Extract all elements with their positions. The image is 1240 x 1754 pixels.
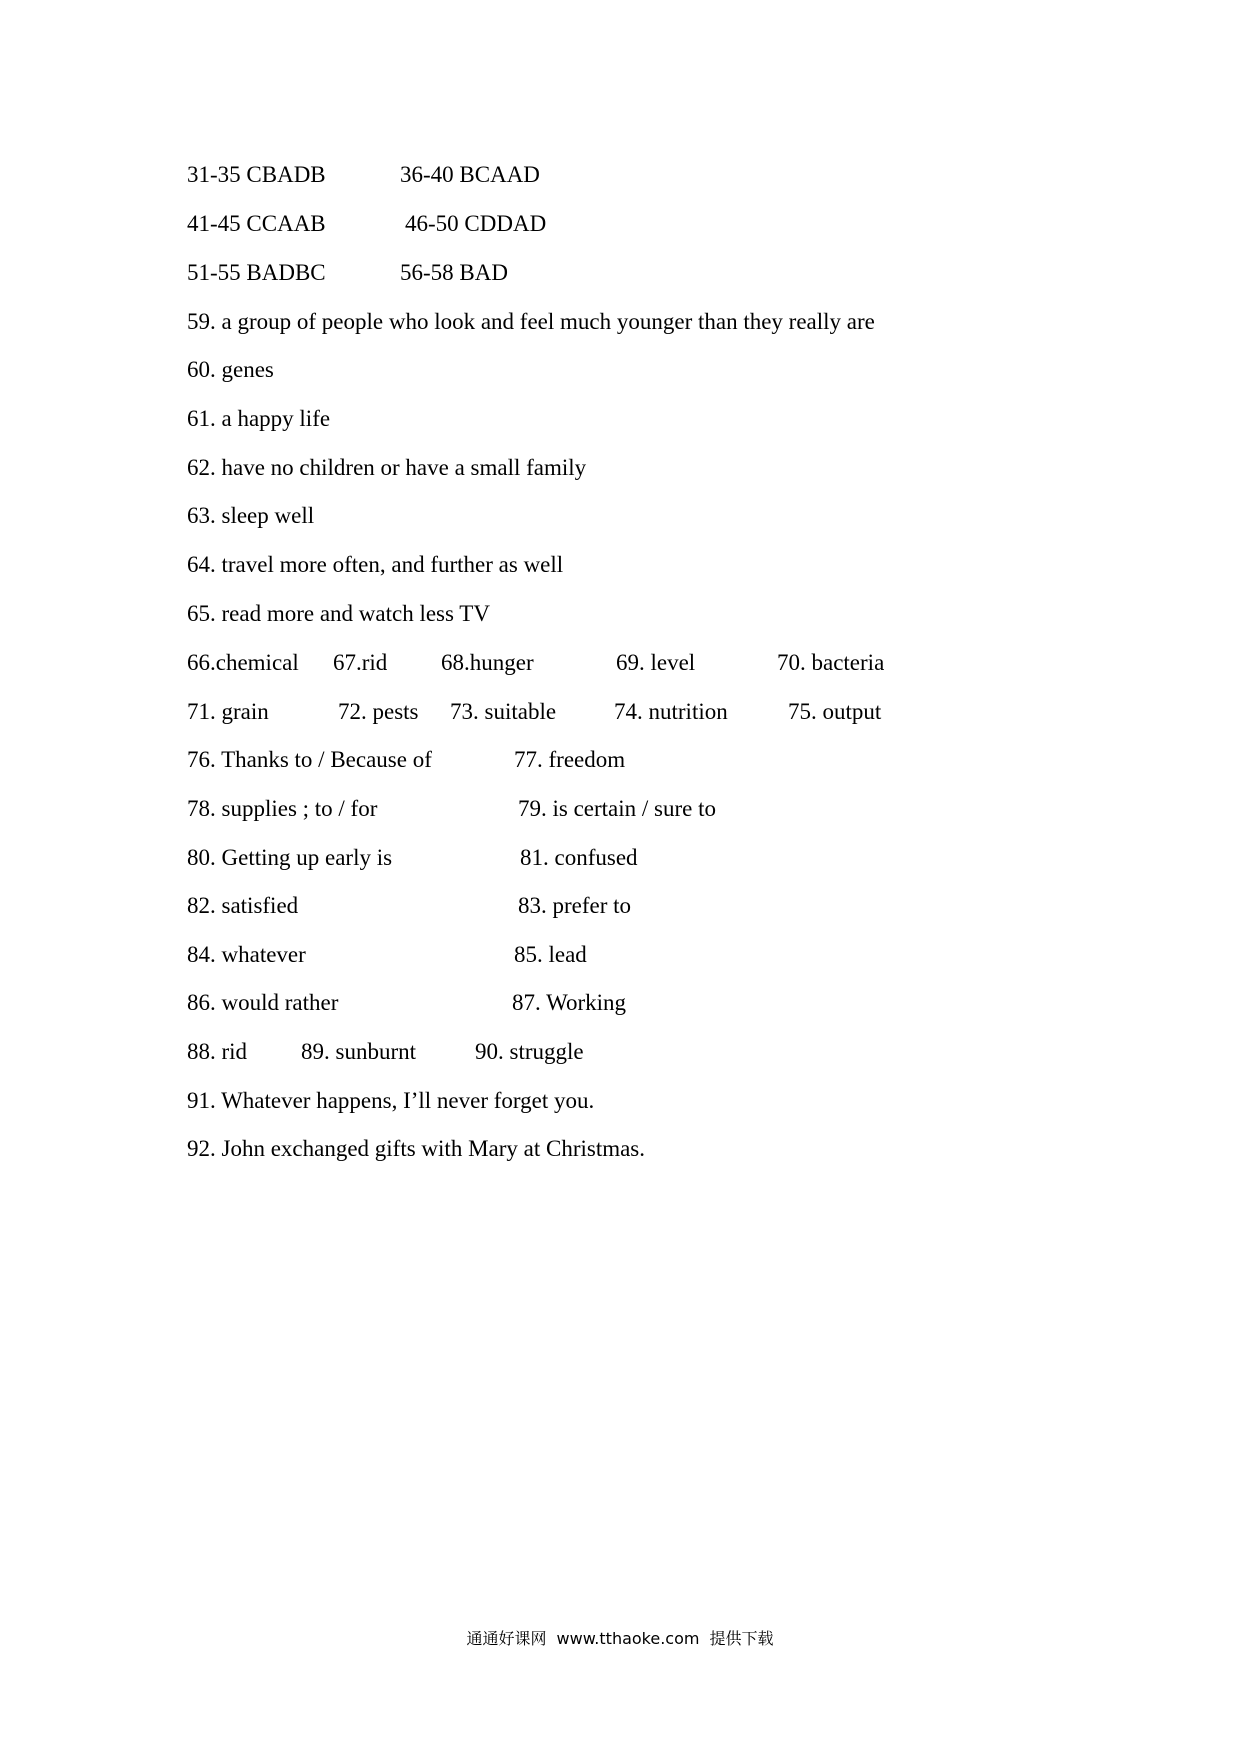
answer-91: 91. Whatever happens, I’ll never forget you.: [187, 1088, 595, 1113]
answer-62: 62. have no children or have a small family: [187, 455, 587, 480]
answer-84: 84. whatever: [187, 942, 306, 967]
answer-83: 83. prefer to: [518, 893, 632, 918]
answer-77: 77. freedom: [514, 747, 626, 772]
answer-56-58: 56-58 BAD: [400, 260, 508, 285]
answer-row-80-81: [0, 838, 1240, 878]
answer-63: 63. sleep well: [187, 503, 315, 528]
answer-row-51-58: [0, 253, 1240, 293]
answer-64: 64. travel more often, and further as well: [187, 552, 564, 577]
answer-72: 72. pests: [338, 699, 419, 724]
answer-65: 65. read more and watch less TV: [187, 601, 490, 626]
answer-61: 61. a happy life: [187, 406, 331, 431]
answer-76: 76. Thanks to / Because of: [187, 747, 432, 772]
answer-row-86-87: [0, 983, 1240, 1023]
answer-70: 70. bacteria: [777, 650, 885, 675]
answer-row-41-50: [0, 204, 1240, 244]
answer-66: 66.chemical: [187, 650, 299, 675]
answer-90: 90. struggle: [475, 1039, 584, 1064]
answer-row-66-70: [0, 643, 1240, 683]
page-footer: [0, 1626, 1240, 1652]
answer-row-84-85: [0, 935, 1240, 975]
answer-row-76-77: [0, 740, 1240, 780]
answer-row-78-79: [0, 789, 1240, 829]
answer-row-71-75: [0, 692, 1240, 732]
answer-73: 73. suitable: [450, 699, 557, 724]
answer-71: 71. grain: [187, 699, 269, 724]
answer-41-45: 41-45 CCAAB: [187, 211, 326, 236]
answer-78: 78. supplies ; to / for: [187, 796, 378, 821]
answer-59: 59. a group of people who look and feel much younger than they really are: [187, 309, 875, 334]
answer-79: 79. is certain / sure to: [518, 796, 717, 821]
answer-row-82-83: [0, 886, 1240, 926]
answer-68: 68.hunger: [441, 650, 534, 675]
answer-74: 74. nutrition: [614, 699, 728, 724]
answer-51-55: 51-55 BADBC: [187, 260, 326, 285]
answer-69: 69. level: [616, 650, 696, 675]
answer-row-31-40: [0, 155, 1240, 195]
footer-site-name: 通通好课网: [466, 1629, 547, 1648]
footer-note: 提供下载: [709, 1629, 774, 1648]
answer-60: 60. genes: [187, 357, 274, 382]
answer-row-88-90: [0, 1032, 1240, 1072]
answer-85: 85. lead: [514, 942, 587, 967]
answer-82: 82. satisfied: [187, 893, 299, 918]
answer-75: 75. output: [788, 699, 882, 724]
answer-89: 89. sunburnt: [301, 1039, 416, 1064]
answer-86: 86. would rather: [187, 990, 339, 1015]
answer-88: 88. rid: [187, 1039, 248, 1064]
answer-87: 87. Working: [512, 990, 627, 1015]
answer-46-50: 46-50 CDDAD: [405, 211, 547, 236]
footer-url: www.tthaoke.com: [556, 1629, 700, 1648]
answer-31-35: 31-35 CBADB: [187, 162, 326, 187]
answer-80: 80. Getting up early is: [187, 845, 393, 870]
answer-67: 67.rid: [333, 650, 388, 675]
answer-92: 92. John exchanged gifts with Mary at Christmas.: [187, 1136, 646, 1161]
answer-81: 81. confused: [520, 845, 638, 870]
answer-36-40: 36-40 BCAAD: [400, 162, 540, 187]
